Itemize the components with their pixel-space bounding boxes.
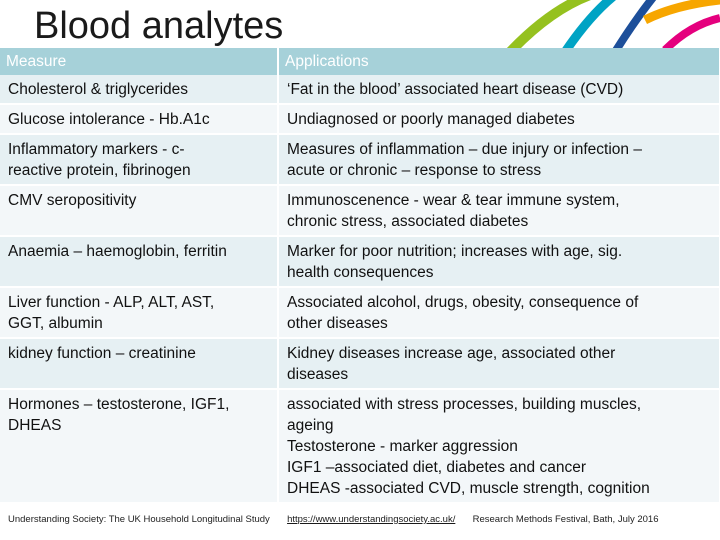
header-applications: Applications bbox=[278, 48, 720, 75]
application-cell: Immunoscenence - wear & tear immune system, chronic stress, associated diabetes bbox=[278, 185, 720, 236]
table-row bbox=[0, 185, 720, 236]
application-cell: Kidney diseases increase age, associated other diseases bbox=[278, 338, 720, 389]
green-ribbon bbox=[510, 0, 590, 52]
footer-source: Understanding Society: The UK Household Longitudinal Study bbox=[8, 514, 270, 525]
table-row bbox=[0, 338, 720, 389]
application-cell: Marker for poor nutrition; increases with age, sig. health consequences bbox=[278, 236, 720, 287]
measure-cell: kidney function – creatinine bbox=[0, 338, 278, 389]
measure-cell: Liver function - ALP, ALT, AST, GGT, albumin bbox=[0, 287, 278, 338]
table-row bbox=[0, 104, 720, 134]
table-row bbox=[0, 134, 720, 185]
table-header-row bbox=[0, 48, 720, 75]
application-cell: Undiagnosed or poorly managed diabetes bbox=[278, 104, 720, 134]
table-row bbox=[0, 236, 720, 287]
analytes-table bbox=[0, 48, 720, 504]
orange-ribbon bbox=[645, 0, 720, 20]
application-cell: ‘Fat in the blood’ associated heart disease (CVD) bbox=[278, 75, 720, 104]
measure-cell: Anaemia – haemoglobin, ferritin bbox=[0, 236, 278, 287]
table-row bbox=[0, 389, 720, 503]
footer-link[interactable]: https://www.understandingsociety.ac.uk/ bbox=[287, 514, 456, 525]
table-row bbox=[0, 75, 720, 104]
measure-cell: CMV seropositivity bbox=[0, 185, 278, 236]
navy-ribbon bbox=[615, 0, 655, 52]
measure-cell: Hormones – testosterone, IGF1, DHEAS bbox=[0, 389, 278, 503]
measure-cell: Glucose intolerance - Hb.A1c bbox=[0, 104, 278, 134]
slide-title: Blood analytes bbox=[34, 5, 284, 47]
pink-ribbon bbox=[665, 18, 720, 50]
measure-cell: Cholesterol & triglycerides bbox=[0, 75, 278, 104]
decorative-ribbons bbox=[390, 0, 720, 52]
footer-event: Research Methods Festival, Bath, July 2016 bbox=[472, 514, 659, 525]
application-cell: Measures of inflammation – due injury or infection – acute or chronic – response to stress bbox=[278, 134, 720, 185]
footer bbox=[8, 514, 659, 525]
table-row bbox=[0, 287, 720, 338]
application-cell: Associated alcohol, drugs, obesity, consequence of other diseases bbox=[278, 287, 720, 338]
measure-cell: Inflammatory markers - c- reactive protein, fibrinogen bbox=[0, 134, 278, 185]
application-cell: associated with stress processes, building muscles, ageing Testosterone - marker aggression IGF1 –associated diet, diabetes and cancer DHEAS -associated CVD, muscle strength, cognition bbox=[278, 389, 720, 503]
header-measure: Measure bbox=[0, 48, 278, 75]
